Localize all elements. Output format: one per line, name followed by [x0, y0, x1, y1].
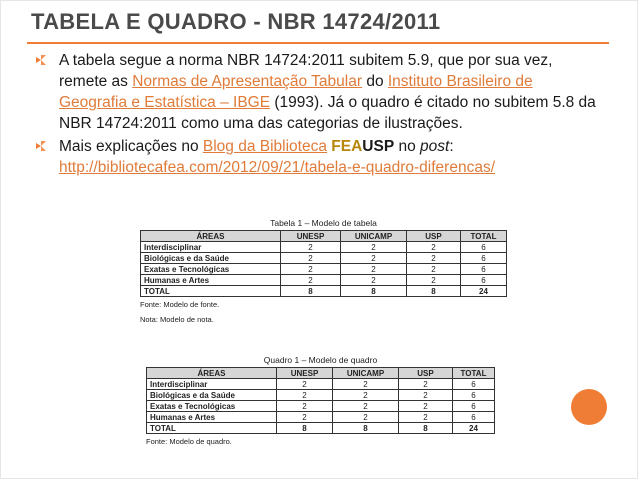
bullet-item-1 [33, 50, 603, 134]
table-row [141, 264, 507, 275]
tabela-fonte-note: Fonte: Modelo de fonte. [140, 300, 220, 309]
table-cell: 2 [277, 412, 333, 423]
table-cell: Biológicas e da Saúde [147, 390, 277, 401]
link-blog-biblioteca[interactable]: Blog da Biblioteca [202, 138, 327, 155]
table-cell: Biológicas e da Saúde [141, 253, 281, 264]
quadro-table [146, 367, 495, 434]
table-cell: 2 [277, 401, 333, 412]
tabela-block [140, 218, 507, 324]
tabela-table [140, 230, 507, 297]
table-cell: 6 [461, 253, 507, 264]
table-row [147, 390, 495, 401]
table-cell: 2 [333, 390, 399, 401]
table-cell: Humanas e Artes [147, 412, 277, 423]
quadro-header-areas: ÁREAS [147, 368, 277, 379]
tabela-header-total: TOTAL [461, 231, 507, 242]
table-cell: 6 [453, 412, 495, 423]
bullet2-colon: : [449, 138, 454, 155]
bullet-item-2 [33, 136, 603, 178]
table-cell: 2 [407, 264, 461, 275]
quadro-header-unesp: UNESP [277, 368, 333, 379]
tabela-header-areas: ÁREAS [141, 231, 281, 242]
tabela-caption: Tabela 1 – Modelo de tabela [270, 218, 377, 228]
table-cell: 2 [407, 275, 461, 286]
table-cell: Humanas e Artes [141, 275, 281, 286]
link-ibge[interactable]: Instituto Brasileiro de Geografia e Estatística – IBGE [59, 73, 533, 111]
table-cell: 2 [341, 242, 407, 253]
table-cell: TOTAL [141, 286, 281, 297]
link-blog-post-url[interactable]: http://bibliotecafea.com/2012/09/21/tabela-e-quadro-diferencas/ [59, 159, 496, 176]
table-cell: 2 [407, 253, 461, 264]
table-cell: 6 [453, 379, 495, 390]
link-normas-apresentacao[interactable]: Normas de Apresentação Tabular [132, 73, 363, 90]
table-cell: 24 [461, 286, 507, 297]
table-cell: 2 [333, 379, 399, 390]
table-cell: Exatas e Tecnológicas [141, 264, 281, 275]
table-cell: 6 [461, 264, 507, 275]
quadro-caption: Quadro 1 – Modelo de quadro [263, 355, 378, 365]
table-total-row [141, 286, 507, 297]
table-cell: 2 [399, 379, 453, 390]
table-cell: Interdisciplinar [147, 379, 277, 390]
tabela-nota-note: Nota: Modelo de nota. [140, 315, 214, 324]
table-cell: 8 [333, 423, 399, 434]
table-cell: 6 [461, 242, 507, 253]
table-cell: 2 [399, 390, 453, 401]
table-cell: 2 [407, 242, 461, 253]
table-row [147, 379, 495, 390]
table-cell: 2 [341, 275, 407, 286]
table-cell: 2 [399, 401, 453, 412]
tabela-header-usp: USP [407, 231, 461, 242]
tabela-header-row [141, 231, 507, 242]
table-cell: 8 [277, 423, 333, 434]
quadro-header-usp: USP [399, 368, 453, 379]
bullet2-text-1: Mais explicações no [59, 138, 203, 155]
title-underline [27, 42, 609, 44]
quadro-block [146, 355, 495, 446]
bullet-list [33, 50, 603, 178]
bullet1-text-3: (1993). Já o quadro é citado no subitem 5.8 da NBR 14724:2011 como uma das categorias de ilustrações. [59, 94, 596, 132]
table-cell: Interdisciplinar [141, 242, 281, 253]
table-cell: 6 [453, 401, 495, 412]
table-cell: 2 [281, 253, 341, 264]
table-cell: 24 [453, 423, 495, 434]
table-cell: TOTAL [147, 423, 277, 434]
table-cell: 8 [341, 286, 407, 297]
table-cell: 2 [333, 412, 399, 423]
table-cell: 2 [281, 264, 341, 275]
table-cell: 6 [453, 390, 495, 401]
quadro-header-row [147, 368, 495, 379]
leaf-bullet-icon [35, 140, 47, 152]
table-cell: 2 [341, 264, 407, 275]
table-cell: 8 [407, 286, 461, 297]
bullet1-text-2: do [362, 73, 388, 90]
table-cell: 2 [281, 242, 341, 253]
table-row [141, 275, 507, 286]
table-cell: 2 [333, 401, 399, 412]
table-cell: 2 [277, 379, 333, 390]
table-cell: 2 [341, 253, 407, 264]
bullet1-text-1: A tabela segue a norma NBR 14724:2011 subitem 5.9, que por sua vez, remete as [59, 52, 553, 90]
table-total-row [147, 423, 495, 434]
table-row [147, 401, 495, 412]
slide-title: TABELA E QUADRO - NBR 14724/2011 [31, 9, 441, 34]
decorative-orange-circle [571, 389, 607, 425]
table-cell: 8 [281, 286, 341, 297]
table-cell: 2 [277, 390, 333, 401]
table-cell: 2 [281, 275, 341, 286]
tabela-header-unesp: UNESP [281, 231, 341, 242]
table-row [147, 412, 495, 423]
quadro-fonte-note: Fonte: Modelo de quadro. [146, 437, 232, 446]
leaf-bullet-icon [35, 54, 47, 66]
quadro-header-unicamp: UNICAMP [333, 368, 399, 379]
quadro-header-total: TOTAL [453, 368, 495, 379]
table-cell: 2 [399, 412, 453, 423]
table-cell: 8 [399, 423, 453, 434]
usp-label: USP [362, 138, 395, 155]
table-cell: Exatas e Tecnológicas [147, 401, 277, 412]
tabela-header-unicamp: UNICAMP [341, 231, 407, 242]
table-cell: 6 [461, 275, 507, 286]
table-row [141, 242, 507, 253]
table-row [141, 253, 507, 264]
post-word: post [420, 138, 450, 155]
fea-label: FEA [331, 138, 363, 155]
bullet2-text-2: no [394, 138, 421, 155]
